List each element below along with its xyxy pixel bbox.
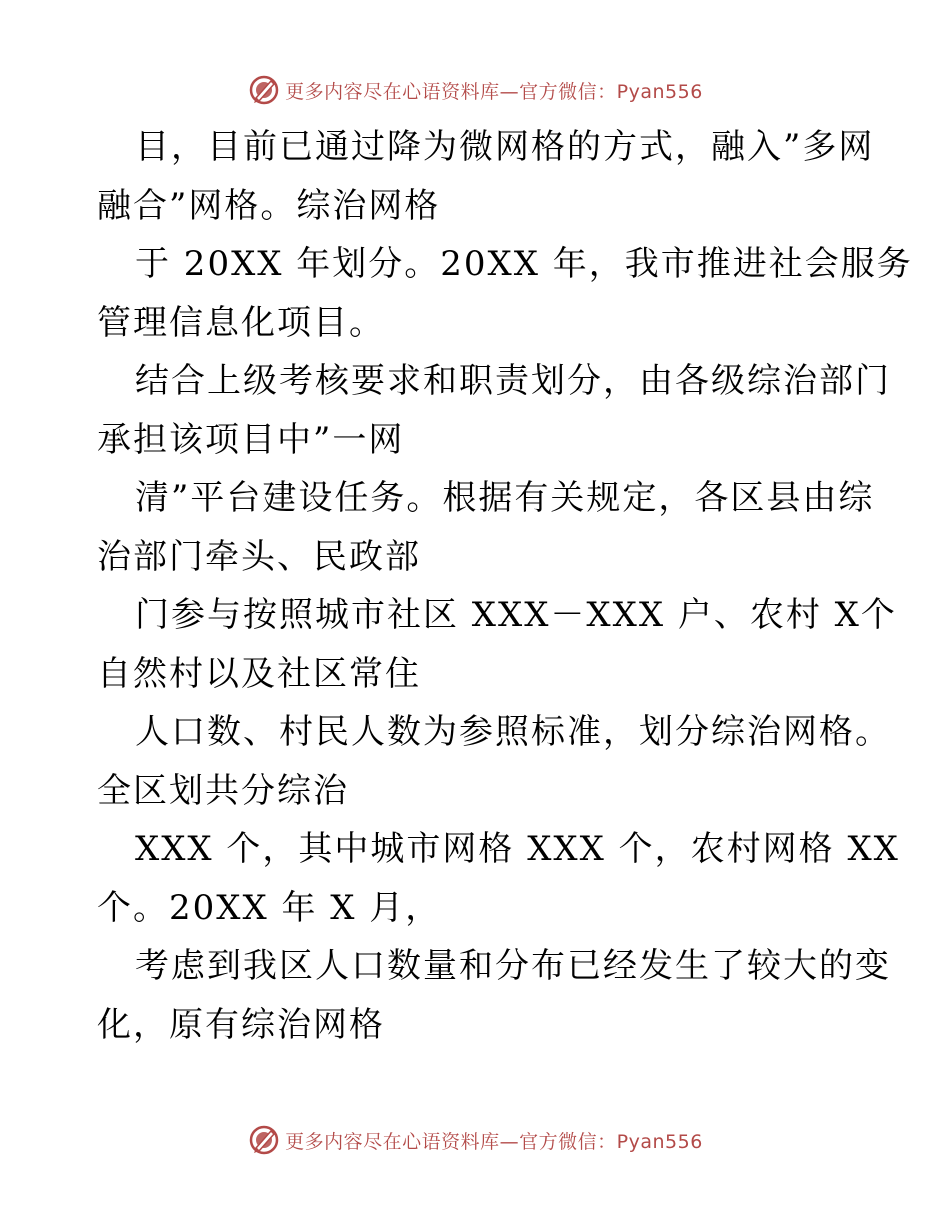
text-line: 管理信息化项目。 bbox=[97, 302, 385, 343]
pen-logo-icon bbox=[247, 1123, 281, 1157]
text-line: 承担该项目中”一网 bbox=[97, 419, 405, 460]
text-line: 融合”网格。综治网格 bbox=[97, 185, 441, 226]
text-line: 考虑到我区人口数量和分布已经发生了较大的变 bbox=[135, 946, 891, 986]
text-line: 结合上级考核要求和职责划分，由各级综治部门 bbox=[135, 361, 891, 401]
text-line: 个。20XX 年 X 月， bbox=[97, 887, 442, 928]
text-line: 治部门牵头、民政部 bbox=[97, 536, 421, 577]
footer-banner-text: 更多内容尽在心语资料库—官方微信：Pyan556 bbox=[285, 1130, 703, 1153]
text-line: 人口数、村民人数为参照标准，划分综治网格。 bbox=[135, 712, 891, 752]
text-line: 于 20XX 年划分。20XX 年，我市推进社会服务 bbox=[135, 244, 913, 284]
header-banner bbox=[0, 70, 950, 110]
pen-logo-icon bbox=[247, 73, 281, 107]
text-line: XXX 个，其中城市网格 XXX 个，农村网格 XX bbox=[135, 829, 900, 869]
footer-banner bbox=[0, 1120, 950, 1160]
text-line: 全区划共分综治 bbox=[97, 770, 349, 811]
text-line: 目，目前已通过降为微网格的方式，融入”多网 bbox=[135, 127, 875, 167]
text-line: 门参与按照城市社区 XXX－XXX 户、农村 X个 bbox=[135, 595, 897, 635]
text-line: 自然村以及社区常住 bbox=[97, 653, 421, 694]
document-body bbox=[97, 118, 913, 1054]
header-banner-text: 更多内容尽在心语资料库—官方微信：Pyan556 bbox=[285, 80, 703, 103]
text-line: 化，原有综治网格 bbox=[97, 1004, 385, 1045]
text-line: 清”平台建设任务。根据有关规定，各区县由综 bbox=[135, 478, 875, 518]
